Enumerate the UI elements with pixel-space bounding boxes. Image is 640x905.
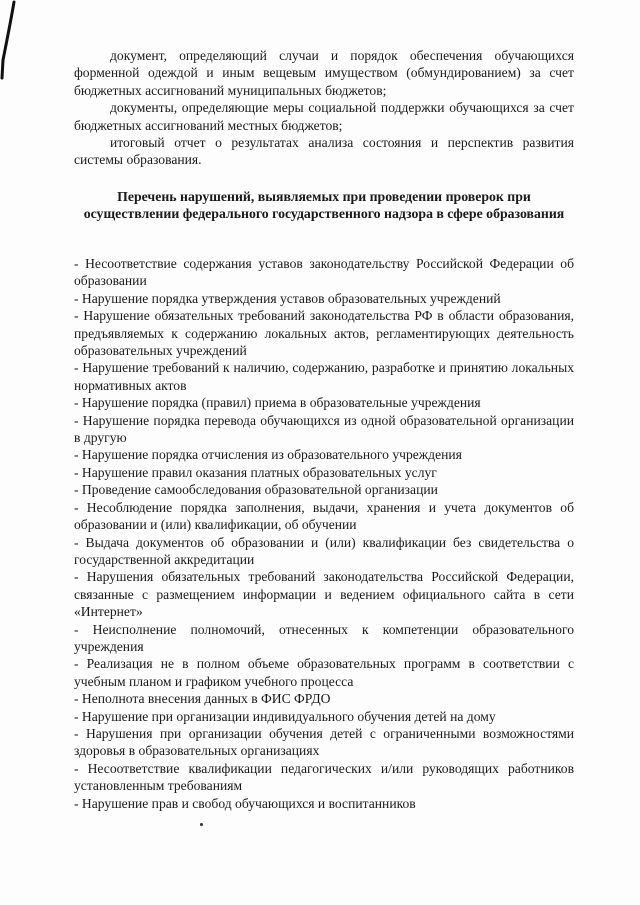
intro-paragraph: документ, определяющий случаи и порядок обеспечения обучающихся форменной одеждой и иным вещевым имуществом (обмундированием) за счет бюджетных ассигнований муниципальных бюджетов; [74,48,574,98]
list-item: - Нарушение порядка утверждения уставов образовательных учреждений [74,290,501,306]
list-item: - Реализация не в полном объеме образовательных программ в соответствии с учебным планом и графиком учебного процесса [74,656,574,689]
list-item: - Выдача документов об образовании и (или) квалификации без свидетельства о государственной аккредитации [74,534,574,567]
list-item: - Нарушения обязательных требований законодательства Российской Федерации, связанные с размещением информации и ведением официального сайта в сети «Интернет» [74,569,574,620]
stray-dot [200,823,203,826]
list-item: - Проведение самообследования образовательной организации [74,482,438,498]
intro-paragraph: документы, определяющие меры социальной поддержки обучающихся за счет бюджетных ассигнований местных бюджетов; [74,100,574,133]
list-item: - Нарушение порядка перевода обучающихся из одной образовательной организации в другую [74,412,574,446]
violations-list [74,255,574,812]
list-item: - Нарушение правил оказания платных образовательных услуг [74,464,437,480]
list-item: - Нарушение обязательных требований законодательства РФ в области образования, предъявляемых к содержанию локальных актов, регламентирующих деятельность образовательных учреждений [74,308,574,359]
list-item: - Нарушение порядка отчисления из образовательного учреждения [74,447,462,463]
intro-section [74,47,574,169]
intro-paragraph: итоговый отчет о результатах анализа состояния и перспектив развития системы образования. [74,135,574,168]
list-item: - Неполнота внесения данных в ФИС ФРДО [74,691,331,707]
list-item: - Несоответствие квалификации педагогических и/или руководящих работников установленным требованиям [74,760,574,794]
list-item: - Нарушение при организации индивидуального обучения детей на дому [74,708,496,724]
list-item: - Несоблюдение порядка заполнения, выдачи, хранения и учета документов об образовании и (или) квалификации, об обучении [74,499,574,533]
margin-pen-mark [0,0,30,90]
list-item: - Нарушение прав и свобод обучающихся и воспитанников [74,795,416,811]
list-item: - Нарушение порядка (правил) приема в образовательные учреждения [74,395,481,411]
list-item: - Несоответствие содержания уставов законодательству Российской Федерации об образовании [74,256,574,289]
section-heading: Перечень нарушений, выявляемых при проведении проверок при осуществлении федерального государственного надзора в сфере образования [83,189,565,222]
list-item: - Неисполнение полномочий, отнесенных к компетенции образовательного учреждения [74,621,574,654]
list-item: - Нарушения при организации обучения детей с ограниченными возможностями здоровья в образовательных организациях [74,725,574,759]
list-item: - Нарушение требований к наличию, содержанию, разработке и принятию локальных нормативных актов [74,360,574,393]
